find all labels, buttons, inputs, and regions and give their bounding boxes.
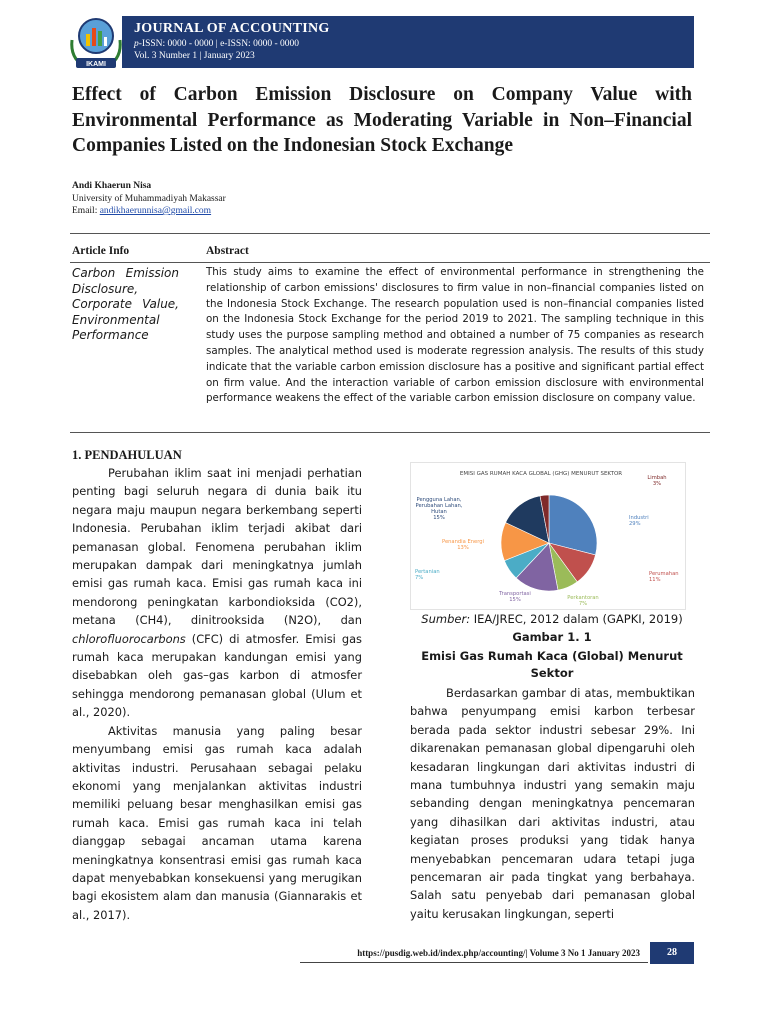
paragraph-2: Aktivitas manusia yang paling besar menyumbang emisi gas rumah kaca adalah aktivitas industri. Perusahaan sebagai pelaku ekonomi yang menjalankan aktivitas industri memiliki peluang besar menghasilkan emisi gas rumah kaca. Emisi gas rumah kaca ini telah dianggap sebagai ancaman utama karena meningkatnya konsentrasi emisi gas rumah kaca dapat menyebabkan konsekuensi yang merugikan bagi ekosistem alam dan manusia (Giannarakis et al., 2017).: [72, 723, 362, 922]
pie-label-pertanian: Pertanian 7%: [415, 569, 440, 581]
figure-number: Gambar 1. 1: [512, 630, 592, 644]
pie-label-perumahan: Perumahan 11%: [649, 571, 679, 583]
paragraph-1-part-b: (CFC) di atmosfer. Emisi gas rumah kaca merupakan kandungan emisi yang disebabkan oleh gas–gas karbon di atmosfer sehingga mendorong pemanasan global (Ulum et al., 2020).: [72, 631, 362, 720]
pie-label-pengguna: Pengguna Lahan, Perubahan Lahan, Hutan 15%: [415, 497, 463, 521]
figure-source: [410, 612, 694, 626]
pie-label-industri: Industri 29%: [629, 515, 649, 527]
chart-title: EMISI GAS RUMAH KACA GLOBAL (GHG) MENURUT SEKTOR: [459, 471, 623, 477]
right-column: [410, 684, 695, 923]
footer-rule: [300, 962, 648, 963]
logo-text: IKAMI: [86, 61, 106, 68]
top-rule: [70, 233, 710, 234]
footer-url[interactable]: https://pusdig.web.id/index.php/accounting/| Volume 3 No 1 January 2023: [357, 948, 640, 958]
article-info-heading: Article Info: [72, 245, 130, 257]
author-email: [72, 206, 211, 216]
paragraph-1: [72, 464, 362, 722]
page-number: 28: [650, 942, 694, 964]
email-link[interactable]: andikhaerunnisa@gmail.com: [99, 206, 212, 216]
bottom-rule: [70, 432, 710, 433]
journal-volume: Vol. 3 Number 1 | January 2023: [134, 51, 255, 61]
pie-label-transportasi: Transportasi 15%: [499, 591, 531, 603]
issn-prefix: p: [134, 39, 139, 49]
keywords: Carbon Emission Disclosure, Corporate Value, Environmental Performance: [72, 266, 179, 342]
pie-label-penandia: Penandia Energi 13%: [442, 539, 484, 551]
journal-name: JOURNAL OF ACCOUNTING: [134, 21, 330, 36]
journal-logo: [66, 12, 126, 74]
paper-title: Effect of Carbon Emission Disclosure on Company Value with Environmental Performance as Moderating Variable in Non–Financial Companies Listed on the Indonesian Stock Exchange: [72, 84, 692, 156]
paragraph-3: Berdasarkan gambar di atas, membuktikan bahwa penyumpang emisi karbon terbesar berada pada sektor industri sebesar 29%. Ini dikarenakan pemanasan global dipengaruhi oleh kesadaran lingkungan dari aktivitas industri di mana tumbuhnya industri yang semakin maju sebanding dengan meningkatnya pencemaran yang dihasilkan dari aktivitas industri, atau kegiatan proses produksi yang tidak hanya menyebabkan pencemaran udara tetapi juga pencemaran air pada tingkat yang berbahaya. Salah satu penyebab dari pemanasan global yaitu kerusakan lingkungan, seperti: [410, 686, 695, 921]
pie-chart: [410, 462, 686, 610]
paragraph-1-part-a: Perubahan iklim saat ini menjadi perhatian penting bagi seluruh negara di dunia baik itu negara maju maupun negara berkembang seperti Indonesia. Perubahan iklim terjadi akibat dari pemanasan global. Fenomena perubahan iklim merupakan dampak dari meningkatnya jumlah emisi gas rumah kaca. Emisi gas rumah kaca ini mendorong peningkatan karbondioksida (CO2), metana (CH4), dinitrooksida (N2O), dan: [72, 466, 362, 628]
abstract-heading: Abstract: [206, 245, 249, 257]
paragraph-1-italic-term: chlorofluorocarbons: [72, 631, 186, 646]
figure-source-text: IEA/JREC, 2012 dalam (GAPKI, 2019): [470, 612, 683, 626]
info-rule: [70, 262, 710, 263]
pie-label-perkantoran: Perkantoran 7%: [567, 595, 599, 607]
journal-issn: [134, 39, 299, 49]
issn-text: -ISSN: 0000 - 0000 | e-ISSN: 0000 - 0000: [138, 39, 299, 49]
left-column: [72, 464, 362, 924]
section-heading: 1. PENDAHULUAN: [72, 448, 182, 462]
pie-label-limbah: Limbah 3%: [647, 475, 667, 487]
figure-source-label: Sumber:: [421, 612, 471, 626]
abstract-text: This study aims to examine the effect of environmental performance in strengthening the relationship of carbon emissions' disclosures to firm value in non–financial companies listed on the Indonesia Stock Exchange. The research population used is non–financial companies listed on the Indonesia Stock Exchange for the period 2019 to 2021. The sampling technique in this study uses the purpose sampling method and obtained a number of 75 companies as research samples. The analytical method used is moderate regression analysis. The results of this study indicate that the variable carbon emission disclosure has a positive and significant partial effect on firm value. And the interaction variable of carbon emission disclosure with environmental performance weakens the effect of the variable carbon emission disclosure on company value.: [206, 266, 704, 405]
author-affiliation: University of Muhammadiyah Makassar: [72, 194, 226, 204]
figure-caption: Emisi Gas Rumah Kaca (Global) Menurut Sektor: [421, 649, 683, 680]
email-label: Email:: [72, 206, 100, 216]
author-name: Andi Khaerun Nisa: [72, 181, 152, 191]
